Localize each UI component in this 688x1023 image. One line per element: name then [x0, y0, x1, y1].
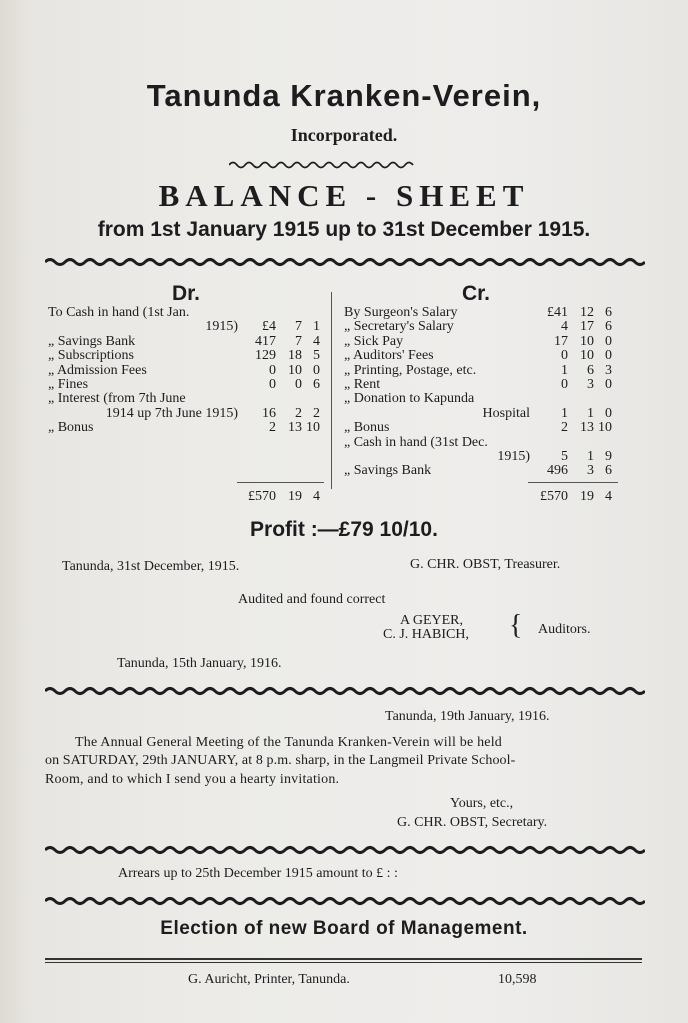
credit-row-label: „ Bonus	[344, 420, 390, 436]
debit-row-label: 1915)	[205, 319, 238, 335]
notice-date: Tanunda, 19th January, 1916.	[385, 709, 550, 724]
credit-row-pence: 9	[605, 449, 612, 464]
credit-row-pounds: 4	[561, 319, 568, 335]
notice-closing: Yours, etc.,	[450, 796, 514, 811]
ledger-divider	[331, 292, 332, 489]
credit-row	[344, 392, 618, 406]
treasurer-signature: G. CHR. OBST, Treasurer.	[410, 557, 561, 572]
debit-row	[48, 407, 324, 421]
debit-row-pounds: 129	[255, 348, 276, 364]
credit-total-shillings: 19	[580, 489, 594, 504]
debit-row-pounds: 2	[269, 420, 276, 436]
debit-row-pence: 4	[313, 333, 320, 349]
credit-row-shillings: 3	[587, 463, 594, 479]
debit-row	[48, 320, 324, 334]
credit-row-shillings: 12	[580, 305, 594, 320]
printer-credit: G. Auricht, Printer, Tanunda.	[188, 972, 350, 987]
wavy-rule-1	[45, 256, 645, 268]
wavy-rule-2	[45, 685, 645, 697]
debit-row	[48, 392, 324, 406]
election-heading: Election of new Board of Management.	[160, 918, 528, 939]
credit-row-pounds: 2	[561, 420, 568, 436]
credit-row-pence: 6	[605, 463, 612, 479]
credit-row	[344, 464, 618, 478]
credit-row-pence: 10	[598, 420, 612, 436]
audit-date: Tanunda, 15th January, 1916.	[117, 656, 282, 671]
debit-total-rule	[237, 482, 324, 483]
credit-row	[344, 320, 618, 334]
debit-heading: Dr.	[172, 282, 201, 305]
debit-row-pence: 1	[313, 319, 320, 335]
credit-row-label: „ Secretary's Salary	[344, 319, 454, 335]
credit-row-shillings: 1	[587, 405, 594, 421]
debit-row-shillings: 0	[295, 377, 302, 392]
credit-row-pounds: 496	[547, 463, 568, 479]
credit-row-pence: 0	[605, 348, 612, 364]
credit-row-label: „ Printing, Postage, etc.	[344, 362, 477, 378]
debit-total-shillings: 19	[288, 489, 302, 504]
credit-row	[344, 335, 618, 349]
credit-row-pounds: 1	[561, 405, 568, 421]
credit-row	[344, 421, 618, 435]
debit-row-label: „ Admission Fees	[48, 362, 147, 378]
debit-row-pence: 10	[306, 420, 320, 436]
profit-line: Profit :—£79 10/10.	[250, 518, 438, 541]
debit-row-shillings: 18	[288, 348, 302, 364]
debit-row	[48, 335, 324, 349]
debit-row-pence: 2	[313, 405, 320, 421]
credit-total-pence: 4	[605, 489, 612, 504]
auditors-label: Auditors.	[538, 622, 591, 637]
incorporated-label: Incorporated.	[290, 125, 398, 145]
society-title: Tanunda Kranken-Verein,	[146, 78, 542, 113]
credit-row-pence: 0	[605, 405, 612, 421]
credit-row	[344, 407, 618, 421]
debit-row-label: „ Savings Bank	[48, 333, 136, 349]
credit-row-shillings: 1	[587, 449, 594, 464]
secretary-signature: G. CHR. OBST, Secretary.	[397, 815, 548, 830]
credit-row-label: „ Cash in hand (31st Dec.	[344, 434, 488, 450]
credit-row-label: 1915)	[497, 449, 530, 464]
audited-statement: Audited and found correct	[238, 592, 386, 607]
debit-row-shillings: 10	[288, 362, 302, 378]
debit-row-label: „ Fines	[48, 377, 89, 392]
auditor-geyer: A GEYER,	[400, 613, 463, 628]
ornament-divider	[229, 160, 419, 170]
debit-row-shillings: 7	[295, 333, 302, 349]
credit-row-label: Hospital	[482, 405, 530, 421]
footer-rule-top	[45, 958, 642, 960]
credit-row-pounds: 5	[561, 449, 568, 464]
credit-row-pounds: 0	[561, 348, 568, 364]
debit-row-shillings: 13	[288, 420, 302, 436]
credit-total-rule	[528, 482, 618, 483]
credit-total-pounds: £570	[540, 489, 568, 504]
debit-row-shillings: 7	[295, 319, 302, 335]
print-number: 10,598	[498, 972, 537, 987]
credit-row-shillings: 3	[587, 377, 594, 392]
debit-row-pounds: 0	[269, 362, 276, 378]
credit-row-pounds: 17	[554, 333, 568, 349]
credit-row-label: By Surgeon's Salary	[344, 305, 458, 320]
credit-row-pence: 0	[605, 333, 612, 349]
debit-row-pounds: £4	[262, 319, 276, 335]
debit-row-label: „ Interest (from 7th June	[48, 391, 186, 407]
credit-row-label: „ Savings Bank	[344, 463, 432, 479]
credit-row-shillings: 6	[587, 362, 594, 378]
credit-row-pence: 6	[605, 319, 612, 335]
credit-row	[344, 450, 618, 464]
credit-row	[344, 436, 618, 450]
debit-row	[48, 364, 324, 378]
credit-row-pence: 0	[605, 377, 612, 392]
auditors-brace: {	[509, 610, 523, 641]
notice-line-1: The Annual General Meeting of the Tanunda Kranken-Verein will be held	[75, 735, 502, 750]
debit-row	[48, 349, 324, 363]
credit-row-shillings: 17	[580, 319, 594, 335]
credit-row-pence: 6	[605, 305, 612, 320]
debit-row-label: 1914 up 7th June 1915)	[105, 405, 238, 421]
debit-row	[48, 378, 324, 392]
debit-row-shillings: 2	[295, 405, 302, 421]
credit-row	[344, 349, 618, 363]
credit-row-label: „ Rent	[344, 377, 381, 392]
balance-sheet-heading: BALANCE - SHEET	[158, 178, 530, 213]
credit-row-pounds: 0	[561, 377, 568, 392]
balance-place-date: Tanunda, 31st December, 1915.	[62, 559, 240, 574]
debit-row-label: „ Bonus	[48, 420, 94, 436]
debit-row	[48, 421, 324, 435]
debit-total-pounds: £570	[248, 489, 276, 504]
debit-row-label: To Cash in hand (1st Jan.	[48, 305, 190, 320]
credit-heading: Cr.	[462, 282, 491, 305]
credit-row-label: „ Sick Pay	[344, 333, 404, 349]
footer-rule-bottom	[45, 962, 642, 963]
arrears-line: Arrears up to 25th December 1915 amount to £ : :	[118, 866, 398, 881]
credit-row	[344, 378, 618, 392]
debit-row-pounds: 417	[255, 333, 276, 349]
auditor-habich: C. J. HABICH,	[383, 627, 469, 642]
debit-total-pence: 4	[313, 489, 320, 504]
debit-row-pence: 6	[313, 377, 320, 392]
credit-row	[344, 364, 618, 378]
debit-row-pence: 5	[313, 348, 320, 364]
credit-row-pence: 3	[605, 362, 612, 378]
debit-row-pounds: 16	[262, 405, 276, 421]
debit-row	[48, 306, 324, 320]
notice-line-3: Room, and to which I send you a hearty invitation.	[45, 772, 340, 787]
debit-row-pounds: 0	[269, 377, 276, 392]
credit-row-pounds: £41	[547, 305, 568, 320]
period-subtitle: from 1st January 1915 up to 31st December 1915.	[97, 218, 591, 241]
credit-row-shillings: 10	[580, 348, 594, 364]
credit-row-label: „ Donation to Kapunda	[344, 391, 475, 407]
debit-row-pence: 0	[313, 362, 320, 378]
credit-row	[344, 306, 618, 320]
debit-row-label: „ Subscriptions	[48, 348, 134, 364]
credit-row-shillings: 13	[580, 420, 594, 436]
credit-row-shillings: 10	[580, 333, 594, 349]
wavy-rule-4	[45, 895, 645, 907]
credit-row-pounds: 1	[561, 362, 568, 378]
credit-row-label: „ Auditors' Fees	[344, 348, 434, 364]
notice-line-2: on SATURDAY, 29th JANUARY, at 8 p.m. sharp, in the Langmeil Private School-	[45, 753, 516, 768]
wavy-rule-3	[45, 844, 645, 856]
